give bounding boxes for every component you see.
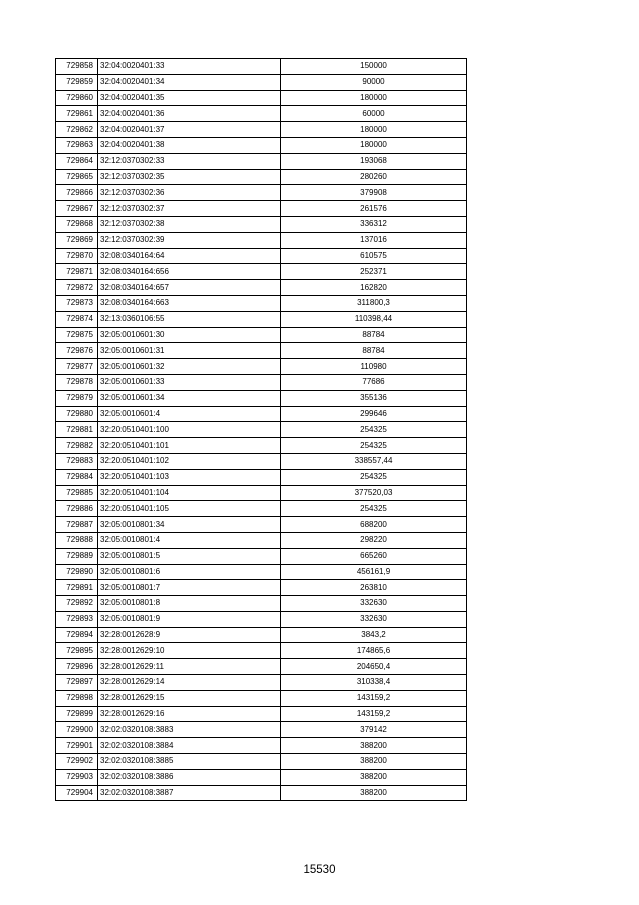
cadastral-number-cell: 32:05:0010801:7	[98, 580, 281, 596]
value-cell: 280260	[281, 169, 467, 185]
table-row	[56, 169, 467, 185]
cadastral-number-cell: 32:28:0012629:15	[98, 690, 281, 706]
row-id-cell: 729872	[56, 280, 98, 296]
table-row	[56, 248, 467, 264]
cadastral-number-cell: 32:08:0340164:64	[98, 248, 281, 264]
row-id-cell: 729887	[56, 517, 98, 533]
row-id-cell: 729880	[56, 406, 98, 422]
cadastral-number-cell: 32:20:0510401:103	[98, 469, 281, 485]
table-row	[56, 469, 467, 485]
cadastral-number-cell: 32:28:0012628:9	[98, 627, 281, 643]
row-id-cell: 729864	[56, 153, 98, 169]
cadastral-number-cell: 32:28:0012629:11	[98, 659, 281, 675]
row-id-cell: 729869	[56, 232, 98, 248]
table-row	[56, 59, 467, 75]
cadastral-number-cell: 32:08:0340164:656	[98, 264, 281, 280]
cadastral-number-cell: 32:08:0340164:663	[98, 295, 281, 311]
value-cell: 388200	[281, 769, 467, 785]
cadastral-number-cell: 32:04:0020401:34	[98, 74, 281, 90]
table-row	[56, 185, 467, 201]
value-cell: 610575	[281, 248, 467, 264]
cadastral-number-cell: 32:05:0010601:32	[98, 359, 281, 375]
value-cell: 311800,3	[281, 295, 467, 311]
value-cell: 388200	[281, 738, 467, 754]
cadastral-number-cell: 32:05:0010801:5	[98, 548, 281, 564]
row-id-cell: 729889	[56, 548, 98, 564]
row-id-cell: 729895	[56, 643, 98, 659]
table-row	[56, 122, 467, 138]
value-cell: 110398,44	[281, 311, 467, 327]
cadastral-number-cell: 32:12:0370302:38	[98, 216, 281, 232]
value-cell: 180000	[281, 90, 467, 106]
row-id-cell: 729863	[56, 137, 98, 153]
value-cell: 180000	[281, 137, 467, 153]
cadastral-number-cell: 32:12:0370302:35	[98, 169, 281, 185]
table-row	[56, 327, 467, 343]
cadastral-number-cell: 32:05:0010801:4	[98, 532, 281, 548]
row-id-cell: 729896	[56, 659, 98, 675]
row-id-cell: 729897	[56, 675, 98, 691]
cadastral-number-cell: 32:28:0012629:16	[98, 706, 281, 722]
value-cell: 88784	[281, 327, 467, 343]
row-id-cell: 729884	[56, 469, 98, 485]
row-id-cell: 729885	[56, 485, 98, 501]
row-id-cell: 729899	[56, 706, 98, 722]
value-cell: 377520,03	[281, 485, 467, 501]
value-cell: 332630	[281, 596, 467, 612]
row-id-cell: 729865	[56, 169, 98, 185]
row-id-cell: 729883	[56, 453, 98, 469]
value-cell: 336312	[281, 216, 467, 232]
table-row	[56, 548, 467, 564]
row-id-cell: 729893	[56, 611, 98, 627]
value-cell: 388200	[281, 785, 467, 801]
row-id-cell: 729861	[56, 106, 98, 122]
value-cell: 180000	[281, 122, 467, 138]
cadastral-number-cell: 32:13:0360106:55	[98, 311, 281, 327]
value-cell: 254325	[281, 422, 467, 438]
row-id-cell: 729903	[56, 769, 98, 785]
table-row	[56, 564, 467, 580]
value-cell: 299646	[281, 406, 467, 422]
value-cell: 162820	[281, 280, 467, 296]
row-id-cell: 729892	[56, 596, 98, 612]
cadastral-number-cell: 32:05:0010601:30	[98, 327, 281, 343]
row-id-cell: 729888	[56, 532, 98, 548]
row-id-cell: 729882	[56, 438, 98, 454]
table-row	[56, 374, 467, 390]
cadastral-number-cell: 32:05:0010601:4	[98, 406, 281, 422]
row-id-cell: 729890	[56, 564, 98, 580]
cadastral-number-cell: 32:12:0370302:33	[98, 153, 281, 169]
value-cell: 137016	[281, 232, 467, 248]
cadastral-number-cell: 32:20:0510401:100	[98, 422, 281, 438]
row-id-cell: 729867	[56, 201, 98, 217]
cadastral-number-cell: 32:20:0510401:105	[98, 501, 281, 517]
table-row	[56, 485, 467, 501]
table-row	[56, 580, 467, 596]
table-row	[56, 295, 467, 311]
row-id-cell: 729874	[56, 311, 98, 327]
cadastral-number-cell: 32:05:0010601:33	[98, 374, 281, 390]
value-cell: 665260	[281, 548, 467, 564]
value-cell: 355136	[281, 390, 467, 406]
cadastral-number-cell: 32:02:0320108:3886	[98, 769, 281, 785]
value-cell: 88784	[281, 343, 467, 359]
row-id-cell: 729879	[56, 390, 98, 406]
table-row	[56, 738, 467, 754]
cadastral-number-cell: 32:28:0012629:14	[98, 675, 281, 691]
row-id-cell: 729868	[56, 216, 98, 232]
table-body	[56, 59, 467, 801]
value-cell: 254325	[281, 501, 467, 517]
table-row	[56, 627, 467, 643]
cadastral-number-cell: 32:08:0340164:657	[98, 280, 281, 296]
table-row	[56, 201, 467, 217]
table-row	[56, 264, 467, 280]
row-id-cell: 729875	[56, 327, 98, 343]
row-id-cell: 729877	[56, 359, 98, 375]
value-cell: 310338,4	[281, 675, 467, 691]
table-row	[56, 90, 467, 106]
cadastral-number-cell: 32:05:0010801:8	[98, 596, 281, 612]
table-row	[56, 422, 467, 438]
value-cell: 332630	[281, 611, 467, 627]
cadastral-number-cell: 32:02:0320108:3887	[98, 785, 281, 801]
cadastral-number-cell: 32:04:0020401:36	[98, 106, 281, 122]
row-id-cell: 729904	[56, 785, 98, 801]
row-id-cell: 729900	[56, 722, 98, 738]
data-table	[55, 58, 467, 801]
cadastral-number-cell: 32:12:0370302:37	[98, 201, 281, 217]
table-row	[56, 153, 467, 169]
cadastral-number-cell: 32:04:0020401:38	[98, 137, 281, 153]
table-row	[56, 453, 467, 469]
cadastral-number-cell: 32:20:0510401:104	[98, 485, 281, 501]
value-cell: 338557,44	[281, 453, 467, 469]
value-cell: 110980	[281, 359, 467, 375]
table-row	[56, 675, 467, 691]
cadastral-number-cell: 32:12:0370302:36	[98, 185, 281, 201]
cadastral-number-cell: 32:02:0320108:3885	[98, 754, 281, 770]
value-cell: 379908	[281, 185, 467, 201]
value-cell: 204650,4	[281, 659, 467, 675]
row-id-cell: 729862	[56, 122, 98, 138]
table-row	[56, 106, 467, 122]
value-cell: 688200	[281, 517, 467, 533]
table-row	[56, 359, 467, 375]
value-cell: 150000	[281, 59, 467, 75]
cadastral-number-cell: 32:05:0010601:34	[98, 390, 281, 406]
cadastral-number-cell: 32:05:0010801:34	[98, 517, 281, 533]
cadastral-number-cell: 32:04:0020401:35	[98, 90, 281, 106]
row-id-cell: 729886	[56, 501, 98, 517]
value-cell: 379142	[281, 722, 467, 738]
table-row	[56, 706, 467, 722]
row-id-cell: 729894	[56, 627, 98, 643]
value-cell: 193068	[281, 153, 467, 169]
table-row	[56, 611, 467, 627]
table-row	[56, 343, 467, 359]
table-row	[56, 501, 467, 517]
row-id-cell: 729898	[56, 690, 98, 706]
cadastral-number-cell: 32:02:0320108:3883	[98, 722, 281, 738]
row-id-cell: 729870	[56, 248, 98, 264]
cadastral-number-cell: 32:05:0010801:6	[98, 564, 281, 580]
row-id-cell: 729866	[56, 185, 98, 201]
cadastral-number-cell: 32:05:0010601:31	[98, 343, 281, 359]
cadastral-number-cell: 32:20:0510401:101	[98, 438, 281, 454]
value-cell: 143159,2	[281, 690, 467, 706]
table-row	[56, 690, 467, 706]
cadastral-number-cell: 32:05:0010801:9	[98, 611, 281, 627]
table-row	[56, 137, 467, 153]
table-row	[56, 280, 467, 296]
value-cell: 254325	[281, 469, 467, 485]
value-cell: 60000	[281, 106, 467, 122]
table-row	[56, 754, 467, 770]
row-id-cell: 729881	[56, 422, 98, 438]
value-cell: 143159,2	[281, 706, 467, 722]
table-row	[56, 390, 467, 406]
table-row	[56, 769, 467, 785]
value-cell: 3843,2	[281, 627, 467, 643]
value-cell: 252371	[281, 264, 467, 280]
table-row	[56, 438, 467, 454]
table-row	[56, 785, 467, 801]
table-row	[56, 311, 467, 327]
row-id-cell: 729901	[56, 738, 98, 754]
cadastral-number-cell: 32:28:0012629:10	[98, 643, 281, 659]
value-cell: 298220	[281, 532, 467, 548]
cadastral-number-cell: 32:04:0020401:33	[98, 59, 281, 75]
row-id-cell: 729873	[56, 295, 98, 311]
value-cell: 388200	[281, 754, 467, 770]
table-row	[56, 74, 467, 90]
value-cell: 263810	[281, 580, 467, 596]
row-id-cell: 729871	[56, 264, 98, 280]
row-id-cell: 729876	[56, 343, 98, 359]
table-row	[56, 659, 467, 675]
page-number: 15530	[303, 864, 336, 876]
table-row	[56, 406, 467, 422]
table-row	[56, 596, 467, 612]
row-id-cell: 729891	[56, 580, 98, 596]
value-cell: 456161,9	[281, 564, 467, 580]
row-id-cell: 729878	[56, 374, 98, 390]
cadastral-number-cell: 32:02:0320108:3884	[98, 738, 281, 754]
value-cell: 174865,6	[281, 643, 467, 659]
table-row	[56, 532, 467, 548]
table-row	[56, 232, 467, 248]
value-cell: 90000	[281, 74, 467, 90]
table-row	[56, 517, 467, 533]
row-id-cell: 729860	[56, 90, 98, 106]
value-cell: 77686	[281, 374, 467, 390]
cadastral-number-cell: 32:04:0020401:37	[98, 122, 281, 138]
cadastral-number-cell: 32:20:0510401:102	[98, 453, 281, 469]
table-row	[56, 216, 467, 232]
row-id-cell: 729859	[56, 74, 98, 90]
table-row	[56, 722, 467, 738]
table-row	[56, 643, 467, 659]
value-cell: 261576	[281, 201, 467, 217]
cadastral-number-cell: 32:12:0370302:39	[98, 232, 281, 248]
value-cell: 254325	[281, 438, 467, 454]
row-id-cell: 729858	[56, 59, 98, 75]
row-id-cell: 729902	[56, 754, 98, 770]
